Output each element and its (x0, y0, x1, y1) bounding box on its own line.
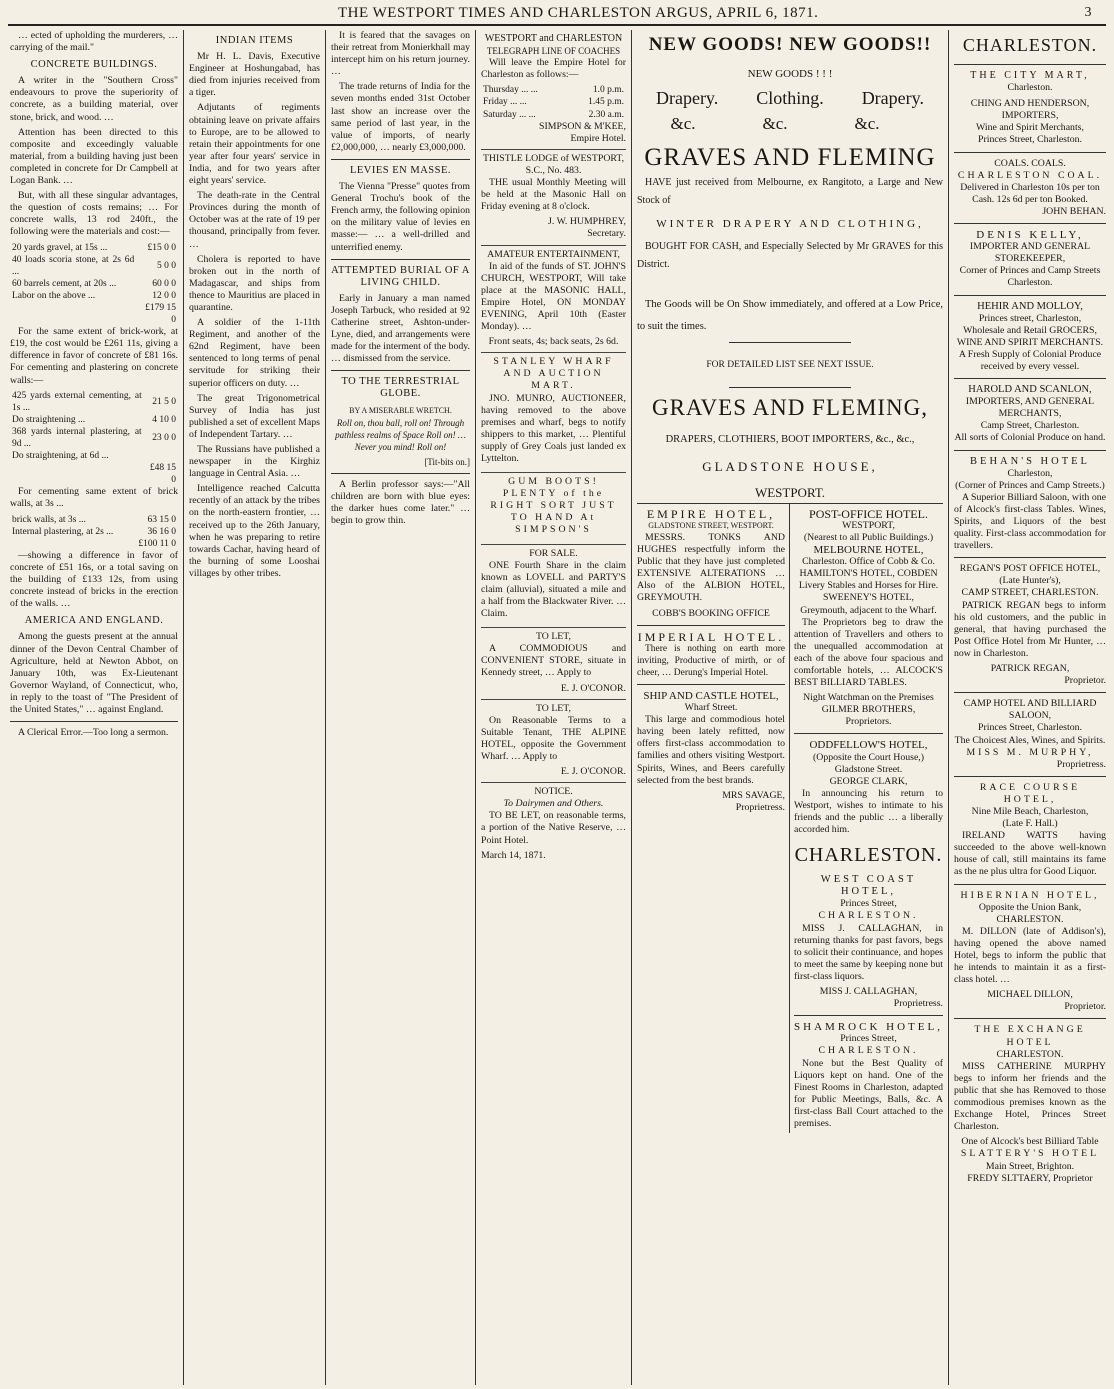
column-1 (6, 30, 182, 1385)
behans-hotel-title: BEHAN'S HOTEL (970, 455, 1090, 467)
poem-text: Roll on, thou ball, roll on! Through pathless realms of Space Roll on! … Never you mind! Roll on! (335, 417, 466, 452)
column-rule (475, 30, 476, 1385)
hotel-ads-left: EMPIRE HOTEL, GLADSTONE STREET, WESTPORT. MESSRS. TONKS AND HUGHES respectfully inform the Public that they have just completed EXTENSIVE ALTERATIONS … Also of the ALBION HOTEL, GREYMOUTH. COBB'S BOOKING OFFICE IMPERIAL HOTEL. There is nothing on earth more inviting, Productive of mirth, or of cheer, … Derung's Imperial Hotel. SHIP AND CASTLE HOTEL, Wharf Street. This large and commodious hotel having been lately refitted, now offers first-class accommodation to families and others visiting Westport. Spirits, Wines, and Beers carefully selected from the best brands. MRS SAVAGE, Proprietress. (637, 504, 790, 1133)
cost-table: 425 yards external cementing, at 1s ... 21 5 0 Do straightening ... 4 10 0 368 yards internal plastering, at 9d ... 23 0 0 Do straightening, at 6d ... £48 15 0 (12, 390, 176, 486)
article-text: Early in January a man named Joseph Tarbuck, who resided at 92 Catherine street, Ashton-under-Lyne, died, and arrangements were made for the interment of the body. … dismissed from the service. (331, 292, 470, 365)
column-rule (631, 30, 632, 1385)
divider (729, 342, 851, 343)
new-goods-sub: NEW GOODS ! ! ! (747, 68, 833, 80)
firm-house: GLADSTONE HOUSE, (702, 458, 878, 474)
coals-title: COALS. COALS. (994, 157, 1066, 169)
article-text: Mr H. L. Davis, Executive Engineer at Hoshungabad, has died from injuries received from a tiger. (189, 51, 320, 99)
column-5 (633, 30, 947, 1385)
poem-byline: BY A MISERABLE WRETCH. (349, 405, 452, 415)
notice-ad: NOTICE. To Dairymen and Others. TO BE LET, on reasonable terms, a portion of the Native Reserve, … Point Hotel. March 14, 1871. (481, 786, 626, 861)
article-text: Adjutants of regiments obtaining leave on private affairs to Europe, are to be allowed to retain their appointments for one year after four years' service in India, and for two years after eight years' service. (189, 102, 320, 187)
divider (954, 378, 1106, 379)
harold-scanlon-title: HAROLD AND SCANLON, (968, 384, 1092, 396)
hotel-ads (637, 503, 943, 1133)
hibernian-hotel-title: HIBERNIAN HOTEL, (960, 889, 1100, 901)
article-heading: ATTEMPTED BURIAL OF A LIVING CHILD. (331, 264, 470, 288)
ad-text: WINTER DRAPERY AND CLOTHING, (656, 218, 924, 231)
article-text: The Vienna "Presse" quotes from General Trochu's book of the French army, the following opinion on the military value of levies en masse:— … a well-drilled and unterrified enemy. (331, 181, 470, 253)
charleston-section-heading: CHARLESTON. (794, 844, 943, 867)
cost-table: 20 yards gravel, at 15s ... £15 0 0 40 loads scoria stone, at 2s 6d ... 5 0 0 60 barrels cement, at 20s ... 60 0 0 Labor on the above ... 12 0 0 £179 15 0 (12, 242, 176, 326)
ad-text: BOUGHT FOR CASH, and Especially Selected by Mr GRAVES for this District. (637, 241, 943, 271)
divider (954, 692, 1106, 693)
ship-hotel-title: SHIP AND CASTLE HOTEL, (643, 689, 779, 702)
hehir-molloy-title: HEHIR AND MOLLOY, (977, 300, 1083, 312)
shamrock-hotel-title: SHAMROCK HOTEL, (794, 1021, 943, 1034)
article-text: A Clerical Error.—Too long a sermon. (18, 727, 169, 739)
gumboots-ad: GUM BOOTS! PLENTY of the RIGHT SORT JUST TO HAND At SIMPSON'S (481, 473, 626, 544)
column-3 (327, 30, 474, 1385)
divider (954, 152, 1106, 153)
article-text: The Russians have published a newspaper in the Kirghiz language in Central Asia. … (189, 444, 320, 480)
article-text: The great Trigonometrical Survey of India has just published a set of excellent Maps of Independent Tartary. … (189, 392, 320, 440)
oddfellows-hotel-title: ODDFELLOW'S HOTEL, (809, 739, 928, 752)
regans-hotel-title: REGAN'S POST OFFICE HOTEL, (959, 563, 1101, 575)
divider (331, 370, 470, 371)
divider (954, 776, 1106, 777)
column-2 (185, 30, 324, 1385)
article-heading: INDIAN ITEMS (215, 35, 294, 46)
divider (794, 733, 943, 734)
city-mart-title: THE CITY MART, (970, 70, 1090, 81)
article-text: Attention has been directed to this composite and exceedingly valuable material, from a building having just been completed in concrete for Dr Campbell at Logan Bank. … (10, 126, 178, 187)
article-text: —showing a difference in favor of concrete of £51 16s, or a total saving on the building of £133 12s, from using concrete instead of bricks in the erection of the walls. … (10, 549, 178, 610)
denis-kelly-title: DENIS KELLY, (976, 229, 1084, 242)
divider (954, 557, 1106, 558)
column-rule (948, 30, 949, 1385)
divider (954, 450, 1106, 451)
page-number: 3 (1084, 5, 1092, 20)
race-course-hotel-title: RACE COURSE HOTEL, (979, 781, 1081, 805)
poem-title: TO THE TERRESTRIAL GLOBE. (341, 376, 460, 400)
article-text: For cementing same extent of brick walls, at 3s ... (10, 486, 178, 510)
divider (331, 159, 470, 160)
detailed-list-notice: FOR DETAILED LIST SEE NEXT ISSUE. (706, 360, 874, 371)
to-let-ad: TO LET, On Reasonable Terms to a Suitable Tenant, THE ALPINE HOTEL, opposite the Government Wharf. … Apply to E. J. O'CONOR. (481, 700, 626, 784)
masthead-title: THE WESTPORT TIMES AND CHARLESTON ARGUS, APRIL 6, 1871. (338, 4, 819, 21)
article-text: Cholera is reported to have broken out in the north of Madagascar, and ships from thence to Mauritius are placed in quarantine. (189, 253, 320, 313)
article-text: A soldier of the 1-11th Regiment, and another of the 62nd Regiment, have been sentenced to long terms of penal servitude for striking their superior officers on duty. … (189, 317, 320, 389)
divider (331, 259, 470, 260)
imperial-hotel-title: IMPERIAL HOTEL. (637, 629, 785, 644)
hotel-ads-right: POST-OFFICE HOTEL. WESTPORT, (Nearest to all Public Buildings.) MELBOURNE HOTEL, Charleston. Office of Cobb & Co. HAMILTON'S HOTEL, COBDEN Livery Stables and Horses for Hire. SWEENEY'S HOTEL, Greymouth, adjacent to the Wharf. The Proprietors beg to draw the attention of Travellers and others to the unequalled accommodation at each of the above four spacious and comfortable hotels, … ALCOCK'S BEST BILLIARD TABLES. Night Watchman on the Premises GILMER BROTHERS, Proprietors. ODDFELLOW'S HOTEL, (Opposite the Court House,) Gladstone Street. GEORGE CLARK, In announcing his return to Westport, wishes to intimate to his friends and the public … a liberally accorded him. CHARLESTON. WEST COAST HOTEL, Princes Street, CHARLESTON. MISS J. CALLAGHAN, in returning thanks for past favors, begs to solicit their continuance, and hopes to meet the same by keeping none but first-class liquors. MISS J. CALLAGHAN, Proprietress. SHAMROCK HOTEL, Princes Street, CHARLESTON. None but the Best Quality of Liquors kept on hand. One of the Finest Rooms in Charleston, adapted for Public Meetings, Balls, &c. A first-class Ball Court attached to the premises. (794, 506, 943, 1129)
divider (954, 884, 1106, 885)
camp-hotel-title: CAMP HOTEL AND BILLIARD SALOON, (963, 698, 1097, 722)
slattery-hotel-title: SLATTERY'S HOTEL (960, 1148, 1100, 1160)
divider (331, 473, 470, 474)
divider (954, 64, 1106, 65)
divider (954, 223, 1106, 224)
goods-list: Drapery. Clothing. Drapery. (655, 88, 924, 109)
ad-text: HAVE just received from Melbourne, ex Rangitoto, a Large and New Stock of (637, 177, 943, 207)
article-text: Among the guests present at the annual dinner of the Devon Central Chamber of Agriculture, held at Newton Abbot, on January 10th, was Ex-Lieutenant Governor Wayland, of Connecticut, who, in reply to the toast of "The President of the United States," … against England. (10, 631, 178, 715)
ad-text: The Goods will be On Show immediately, and offered at a Low Price, to suit the times. (637, 299, 943, 333)
article-text: Intelligence reached Calcutta recently of an attack by the tribes on the north-eastern frontier, … received up to the 26th January, when he was preparing to retire towards Cachar, having heard of the burning of some Looshai villages by other tribes. (189, 483, 320, 579)
column-rule (183, 30, 184, 1385)
article-text: It is feared that the savages on their retreat from Monierkhall may intercept him on his return journey. … (331, 30, 470, 78)
divider (954, 1018, 1106, 1019)
auction-ad: STANLEY WHARF AND AUCTION MART. JNO. MUNRO, AUCTIONEER, having removed to the above premises and wharf, begs to notify shippers to this market, … Plentiful supply of Grey Coals just landed ex Lyttelton. (481, 353, 626, 473)
article-heading: LEVIES EN MASSE. (349, 164, 452, 176)
post-office-hotel-title: POST-OFFICE HOTEL. (809, 506, 928, 521)
article-text: The trade returns of India for the seven months ended 31st October last show an increase over the same period of last year, in the value of imports, of nearly £2,000,000, … nearly £3,000,000. (331, 81, 470, 153)
masthead (8, 2, 1106, 26)
entertainment-ad: AMATEUR ENTERTAINMENT, In aid of the funds of ST. JOHN'S CHURCH, WESTPORT, Will take place at the MASONIC HALL, Empire Hotel, ON MONDAY EVENING, April 10th (Easter Monday). … Front seats, 4s; back seats, 2s 6d. (481, 246, 626, 354)
divider (794, 1015, 943, 1016)
lodge-ad: THISTLE LODGE of WESTPORT, S.C., No. 483. THE usual Monthly Meeting will be held at the Masonic Hall on Friday evening at 8 o'clock. J. W. HUMPHREY, Secretary. (481, 150, 626, 246)
column-6: CHARLESTON. THE CITY MART, Charleston. CHING AND HENDERSON, IMPORTERS, Wine and Spirit Merchants, Princes Street, Charleston. COALS. COALS. CHARLESTON COAL. Delivered in Charleston 10s per ton Cash. 12s 6d per ton Booked. JOHN BEHAN. DENIS KELLY, IMPORTER AND GENERAL STOREKEEPER, Corner of Princes and Camp Streets Charleston. HEHIR AND MOLLOY, Princes street, Charleston, Wholesale and Retail GROCERS, WINE AND SPIRIT MERCHANTS. A Fresh Supply of Colonial Produce received by every vessel. HAROLD AND SCANLON, IMPORTERS, AND GENERAL MERCHANTS, Camp Street, Charleston. All sorts of Colonial Produce on hand. BEHAN'S HOTEL Charleston, (Corner of Princes and Camp Streets.) A Superior Billiard Saloon, with one of Alcock's first-class Tables. Wines, Spirits, and Liquors of the best quality. First-class accommodation for travellers. REGAN'S POST OFFICE HOTEL, (Late Hunter's), CAMP STREET, CHARLESTON. PATRICK REGAN begs to inform his old customers, and the public in general, that having purchased the Post Office Hotel from Mr Hunter, … now in Charleston. PATRICK REGAN, Proprietor. CAMP HOTEL AND BILLIARD SALOON, Princes Street, Charleston. The Choicest Ales, Wines, and Spirits. MISS M. MURPHY, Proprietress. RACE COURSE HOTEL, Nine Mile Beach, Charleston, (Late F. Hall.) IRELAND WATTS having succeeded to the above well-known house of call, still maintains its fame as the ne plus ultra for Good Liquor. HIBERNIAN HOTEL, Opposite the Union Bank, CHARLESTON. M. DILLON (late of Addison's), having opened the above named Hotel, begs to inform the public that he intends to maintain it as a first-class hotel. … MICHAEL DILLON, Proprietor. THE EXCHANGE HOTEL CHARLESTON. MISS CATHERINE MURPHY begs to inform her friends and the public that she has Removed to those commodious premises known as the Exchange Hotel, Princes Street Charleston. One of Alcock's best Billiard Table SLATTERY'S HOTEL Main Street, Brighton. FREDY SLTTAERY, Proprietor (950, 30, 1110, 1385)
divider (10, 721, 178, 722)
charleston-heading: CHARLESTON. (962, 35, 1098, 55)
west-coast-hotel-title: WEST COAST HOTEL, (820, 874, 917, 898)
exchange-hotel-title: THE EXCHANGE HOTEL (974, 1024, 1086, 1048)
divider (954, 295, 1106, 296)
firm-name: GRAVES AND FLEMING (644, 144, 936, 172)
ching-henderson-title: CHING AND HENDERSON, IMPORTERS, (970, 98, 1090, 122)
sale-ad: FOR SALE. ONE Fourth Share in the claim known as LOVELL and PARTY'S claim (alluvial), situated a mile and a half from the Blackwater River. … Claim. (481, 545, 626, 629)
new-goods-banner: NEW GOODS! NEW GOODS!! (648, 34, 932, 55)
to-let-ad: TO LET, A COMMODIOUS and CONVENIENT STORE, situate in Kennedy street, … Apply to E. J. O'CONOR. (481, 628, 626, 699)
empire-hotel-title: EMPIRE HOTEL, (646, 506, 776, 521)
article-text: For the same extent of brick-work, at £19, the cost would be £261 11s, giving a difference in favor of concrete of £81 16s. For cementing and plastering on concrete walls:— (10, 326, 178, 386)
cost-table: brick walls, at 3s ... 63 15 0 Internal plastering, at 2s ... 36 16 0 £100 11 0 (12, 514, 176, 549)
goods-etc: &c. &c. &c. (670, 114, 880, 134)
divider (729, 387, 851, 388)
timetable: Thursday ... ... 1.0 p.m. Friday ... ... 1.45 p.m. Saturday ... ... 2.30 a.m. (483, 85, 624, 120)
coach-ad: WESTPORT and CHARLESTON TELEGRAPH LINE OF COACHES Will leave the Empire Hotel for Charleston as follows:— Thursday ... ... 1.0 p.m. Friday ... ... 1.45 p.m. Saturday ... ... 2.30 a.m. SIMPSON & M'KEE, Empire Hotel. (481, 30, 626, 150)
article-text: A writer in the "Southern Cross" endeavours to prove the superiority of concrete, as a building material, over stone, brick, and wood. … (10, 75, 178, 123)
divider (637, 625, 785, 626)
column-4 (477, 30, 630, 1385)
article-text: The death-rate in the Central Provinces during the month of October was at the rate of 19 per thousand, principally from fever. … (189, 190, 320, 250)
column-rule (325, 30, 326, 1385)
article-text: A Berlin professor says:—"All children are born with blue eyes: the darker hues come later." … begin to grow thin. (331, 479, 470, 527)
article-heading: AMERICA AND ENGLAND. (24, 615, 164, 627)
article-heading: CONCRETE BUILDINGS. (30, 59, 158, 71)
article-text: But, with all these singular advantages, the question of costs remains; … For concrete walls, 13 rod 240ft., the following were the materials and cost:— (10, 190, 178, 238)
poem-source: [Tit-bits on.] (424, 456, 470, 467)
firm-town: WESTPORT. (754, 484, 826, 500)
firm-trades: DRAPERS, CLOTHIERS, BOOT IMPORTERS, &c., &c., (665, 434, 915, 446)
firm-name: GRAVES AND FLEMING, (651, 395, 929, 421)
divider (637, 684, 785, 685)
article-text: … ected of upholding the murderers, … carrying of the mail." (10, 30, 178, 54)
